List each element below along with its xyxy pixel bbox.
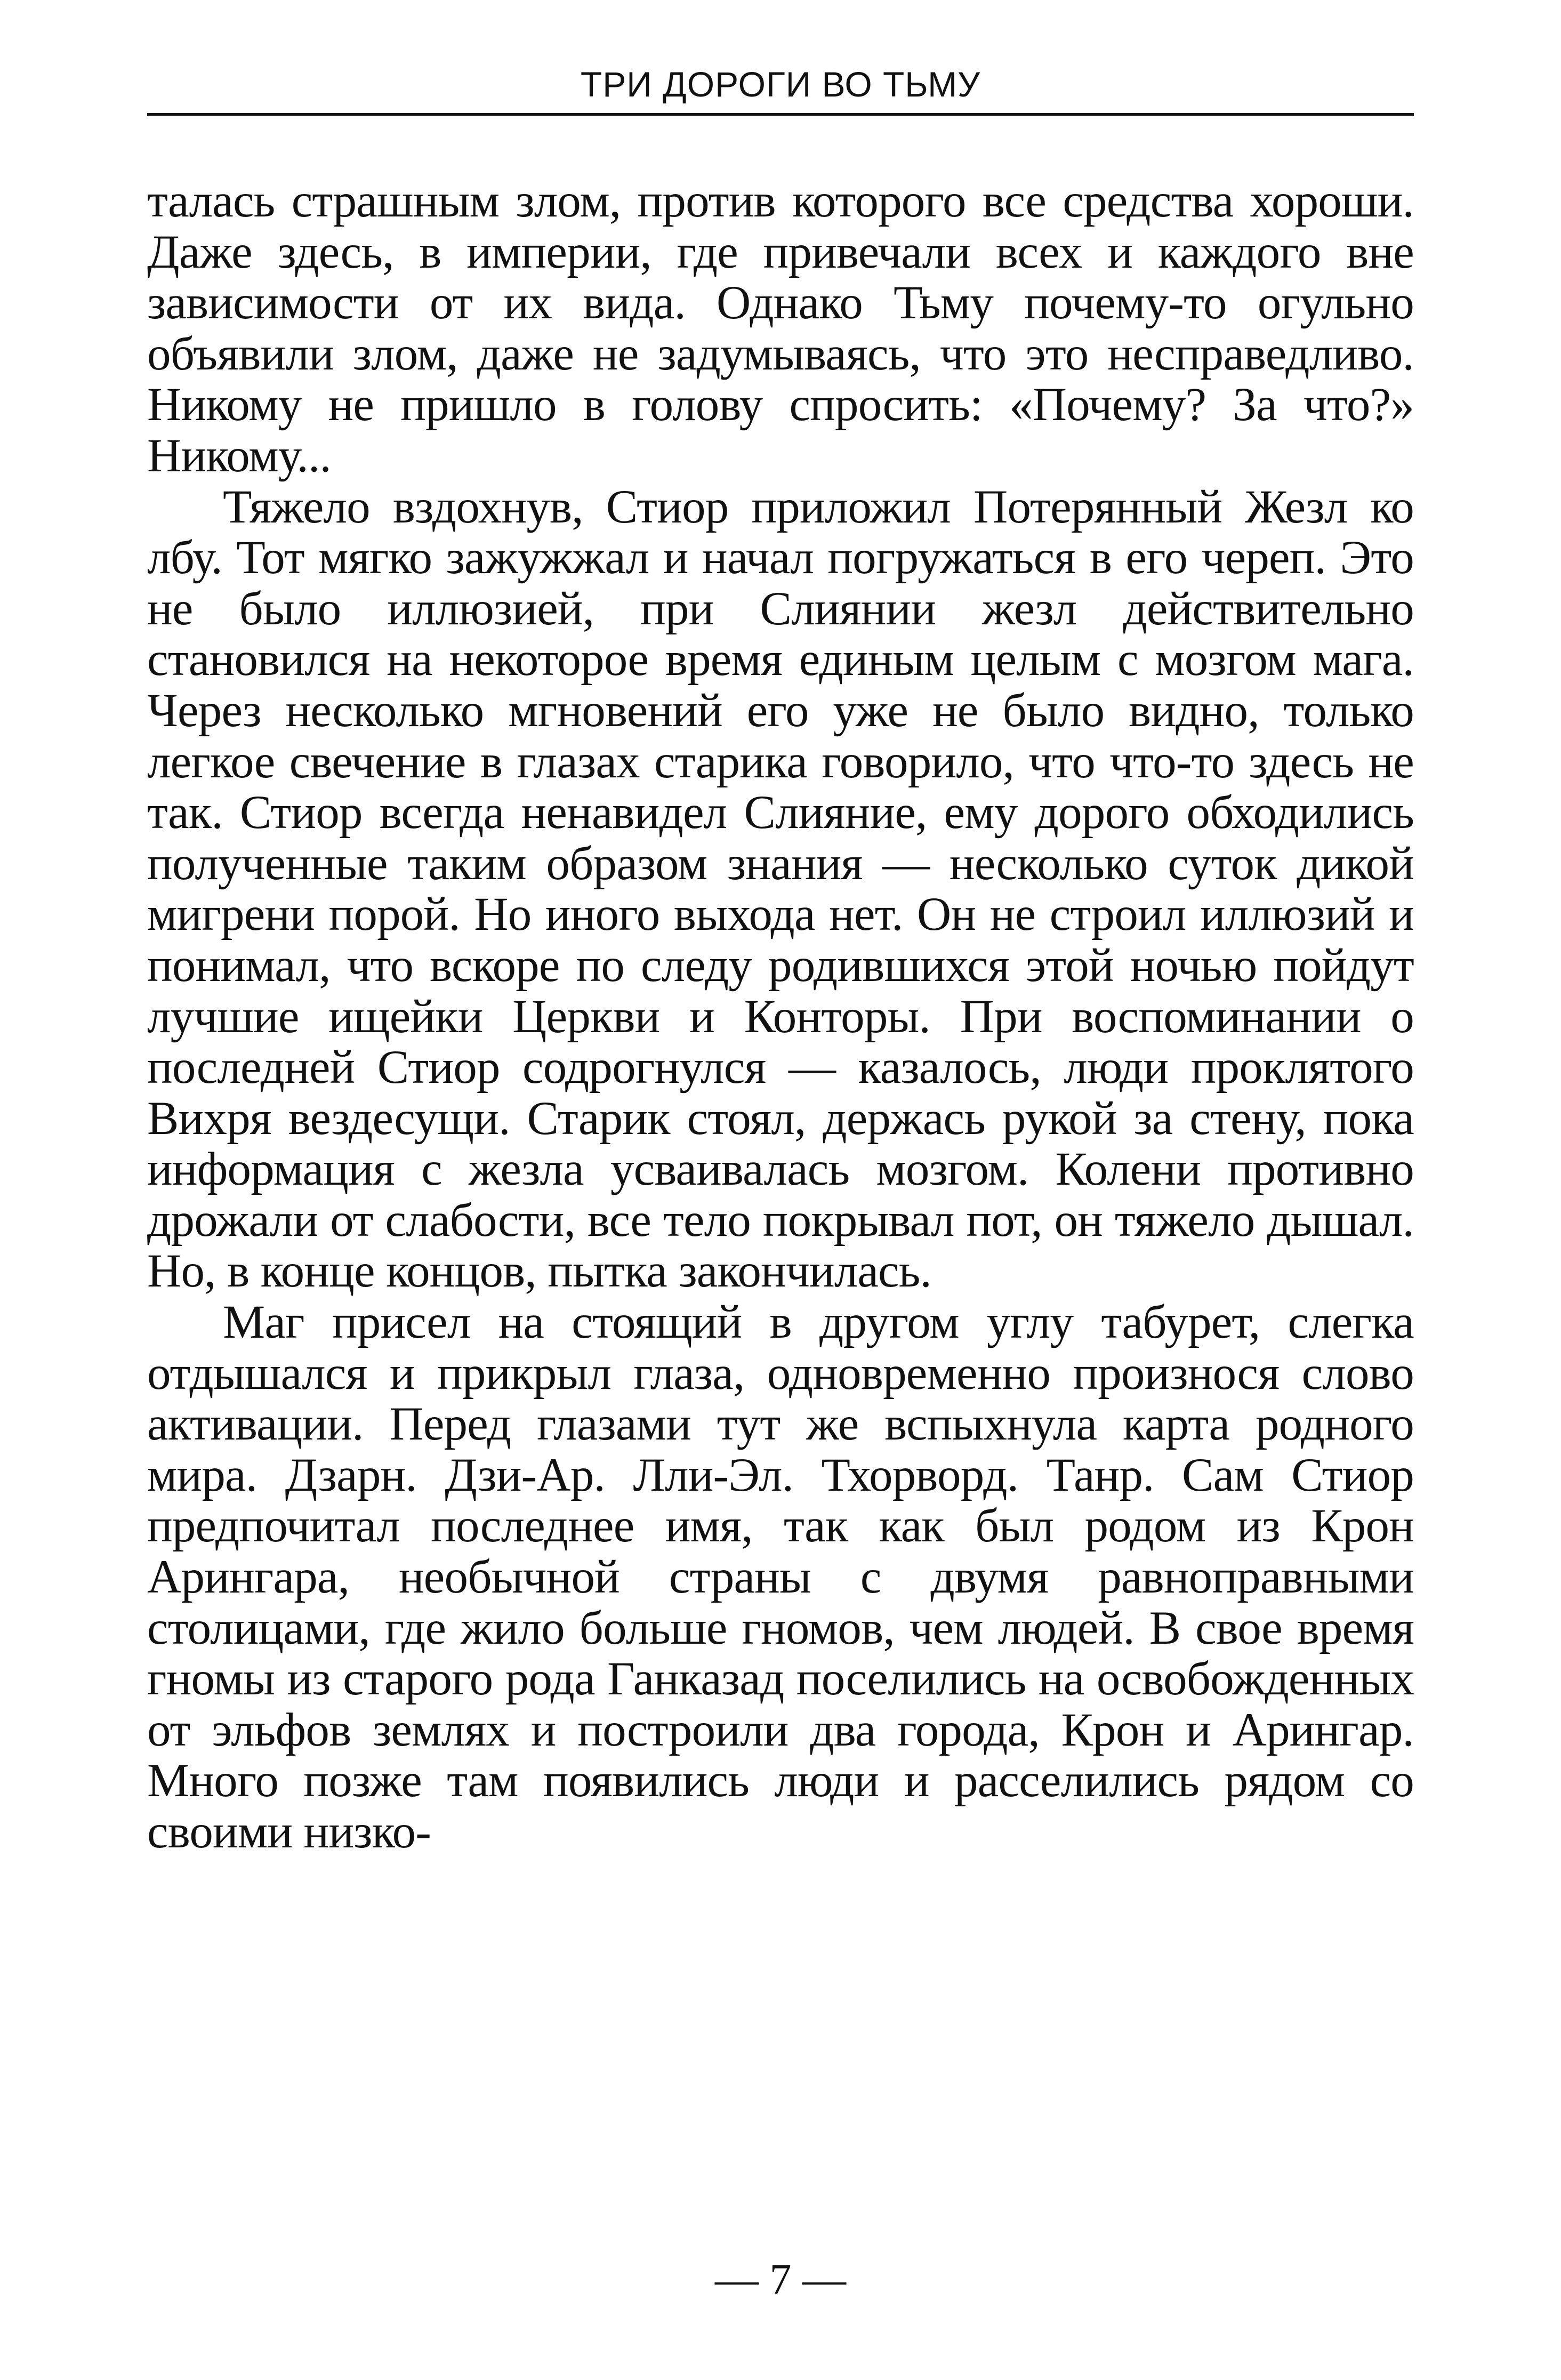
paragraph: Тяжело вздохнув, Стиор приложил Потерянный Жезл ко лбу. Тот мягко зажужжал и начал погружаться в его череп. Это не было иллюзией, при Слиянии жезл действительно становился на некоторое время единым целым с мозгом мага. Через несколько мгновений его уже не было видно, только легкое свечение в глазах старика говорило, что что-то здесь не так. Стиор всегда ненавидел Слияние, ему дорого обходились полученные таким образом знания — несколько суток дикой мигрени порой. Но иного выхода нет. Он не строил иллюзий и понимал, что вскоре по следу родившихся этой ночью пойдут лучшие ищейки Церкви и Конторы. При воспоминании о последней Стиор содрогнулся — казалось, люди проклятого Вихря вездесущи. Старик стоял, держась рукой за стену, пока информация с жезла усваивалась мозгом. Колени противно дрожали от слабости, все тело покрывал пот, он тяжело дышал. Но, в конце концов, пытка закончилась. [147, 480, 1414, 1298]
paragraph: Маг присел на стоящий в другом углу табурет, слегка отдышался и прикрыл глаза, одновременно произнося слово активации. Перед глазами тут же вспыхнула карта родного мира. Дзарн. Дзи-Ар. Лли-Эл. Тхорворд. Танр. Сам Стиор предпочитал последнее имя, так как был родом из Крон Арингара, необычной страны с двумя равноправными столицами, где жило больше гномов, чем людей. В свое время гномы из старого рода Ганказад поселились на освобожденных от эльфов землях и построили два города, Крон и Арингар. Много позже там появились люди и расселились рядом со своими низко- [147, 1296, 1414, 1858]
paragraph-continued: талась страшным злом, против которого все средства хороши. Даже здесь, в империи, где привечали всех и каждого вне зависимости от их вида. Однако Тьму почему-то огульно объявили злом, даже не задумываясь, что это несправедливо. Никому не пришло в голову спросить: «Почему? За что?» Никому... [147, 175, 1414, 482]
page-number: — 7 — [715, 2255, 846, 2303]
body-text [147, 176, 1414, 1858]
header-rule [147, 113, 1414, 116]
running-head: ТРИ ДОРОГИ ВО ТЬМУ [580, 65, 981, 104]
